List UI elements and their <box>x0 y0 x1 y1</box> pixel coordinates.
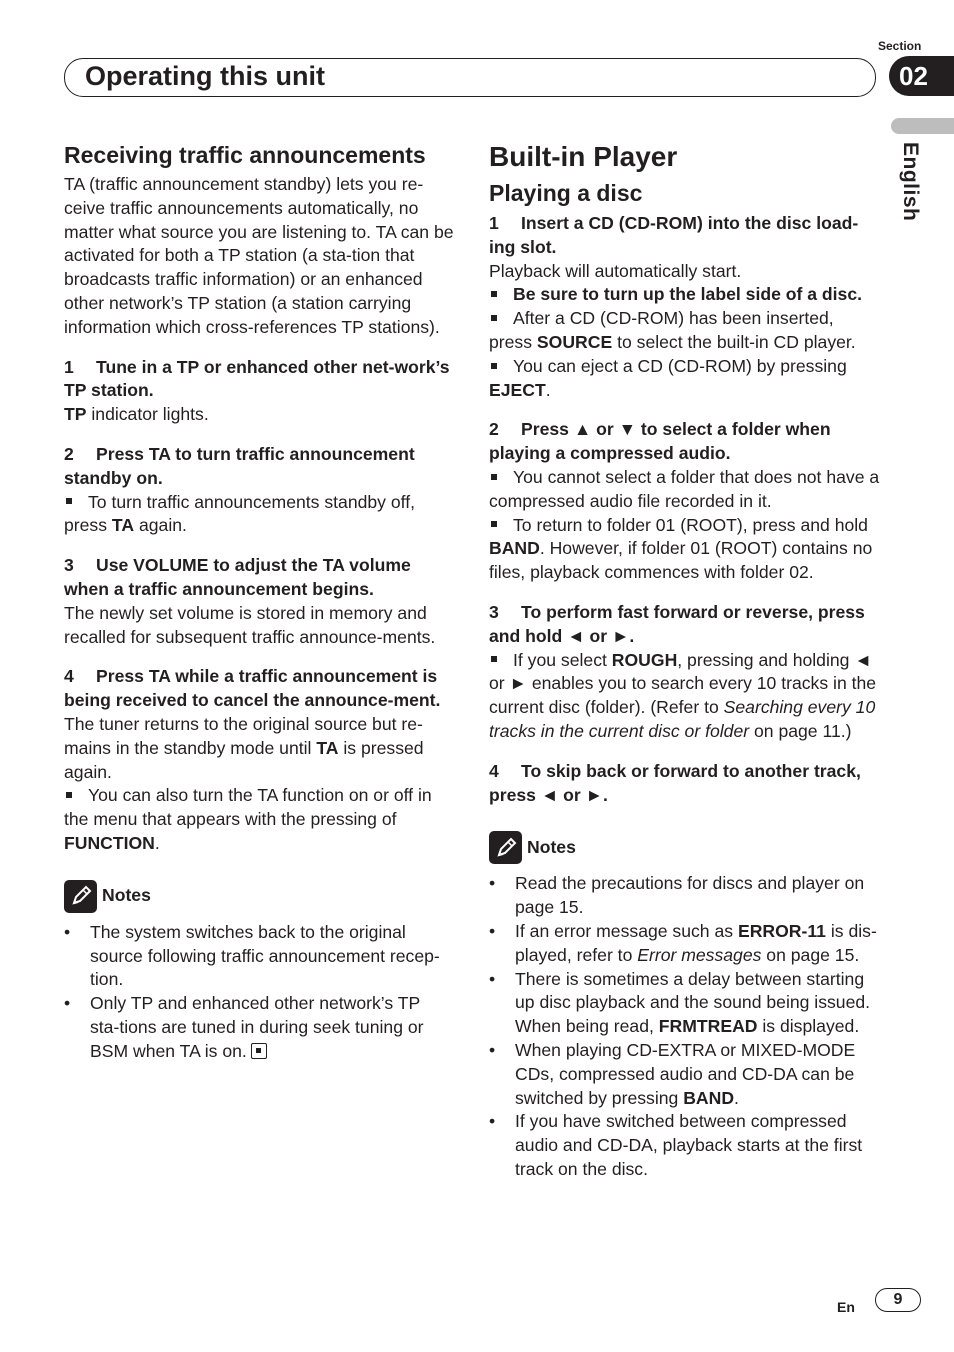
note: • If you have switched between compressed audio and CD-DA, playback starts at the first track on the disc. <box>489 1110 881 1181</box>
bullet-square-icon <box>491 521 497 527</box>
key-label: BAND <box>683 1087 735 1108</box>
key-label: ROUGH <box>611 649 678 670</box>
text: Be sure to turn up the label side of a disc. <box>513 284 863 305</box>
text: To return to folder 01 (ROOT), press and hold <box>513 514 868 535</box>
page-number: 9 <box>875 1288 921 1312</box>
step-4 <box>489 760 881 808</box>
step-3 <box>64 554 454 602</box>
note <box>489 1039 881 1110</box>
step-4-text <box>64 713 454 784</box>
note <box>489 920 881 968</box>
left-column <box>64 140 454 1064</box>
right-column <box>489 140 881 1182</box>
page-title: Operating this unit <box>85 61 325 91</box>
text: Only TP and enhanced other network’s TP sta-tions are tuned in during seek tuning or BSM when TA is on. <box>90 993 424 1061</box>
bullet-square-icon <box>491 291 497 297</box>
text: When playing CD-EXTRA or MIXED-MODE CDs, compressed audio and CD-DA can be switched by pressing <box>515 1039 856 1108</box>
note <box>64 992 454 1063</box>
step-1 <box>489 212 881 260</box>
section-label: Section <box>878 39 922 53</box>
bullet <box>489 649 881 744</box>
end-mark-icon <box>251 1043 267 1059</box>
tp-label: TP <box>64 404 87 425</box>
traffic-intro: TA (traffic announcement standby) lets you re-ceive traffic announcements automatically, no matter what source you are listening to. TA can be activated for both a TP station (a sta-tion that broadcasts traffic information) or an enhanced other network’s TP station (a station carrying information which cross-references TP stations). <box>64 174 454 337</box>
text: There is sometimes a delay between starting up disc playback and the sound being issued. When being read, <box>515 968 871 1037</box>
notes-header <box>489 831 881 864</box>
text: The tuner returns to the original source but re-mains in the standby mode until <box>64 713 423 758</box>
step-title: Press TA to turn traffic announcement standby on. <box>64 443 415 488</box>
bullet-square-icon <box>66 498 72 504</box>
footer-language-code: En <box>837 1299 855 1315</box>
step-2 <box>64 443 454 491</box>
step-number: 3 <box>489 601 499 622</box>
error-code: ERROR-11 <box>737 920 826 941</box>
section-number: 02 <box>889 56 954 96</box>
step-3 <box>489 601 881 649</box>
key-label: TA <box>316 737 339 758</box>
key-label: TA <box>111 515 135 536</box>
notes-title: Notes <box>102 885 151 906</box>
step-number: 4 <box>489 760 499 781</box>
text: . <box>545 379 551 400</box>
text: You can also turn the TA function on or off in the menu that appears with the pressing of <box>64 785 432 830</box>
step-title: To perform fast forward or reverse, press and hold ◄ or ►. <box>489 601 865 646</box>
bullet <box>489 283 881 307</box>
bullet-square-icon <box>491 656 497 662</box>
text: , pressing and holding ◄ or ► enables you to search every 10 tracks in the current disc (folder). (Refer to <box>489 649 877 718</box>
text: After a CD (CD-ROM) has been inserted, press <box>489 308 834 352</box>
text: To turn traffic announcements standby off, press <box>64 491 415 536</box>
notes-header <box>64 880 454 913</box>
text: You can eject a CD (CD-ROM) by pressing <box>513 355 847 376</box>
text: on page 11.) <box>749 720 852 741</box>
notes-title: Notes <box>527 836 576 857</box>
step-title: Tune in a TP or enhanced other net-work’s TP station. <box>64 356 450 401</box>
note: • Read the precautions for discs and player on page 15. <box>489 872 881 920</box>
bullet <box>64 784 454 855</box>
title-bar <box>64 58 876 97</box>
key-label: FUNCTION <box>64 832 155 853</box>
pencil-icon <box>489 831 522 864</box>
text: to select the built-in CD player. <box>612 331 856 352</box>
step-title: Press TA while a traffic announcement is being received to cancel the announce-ment. <box>64 666 441 711</box>
cross-reference: Error messages <box>637 944 762 965</box>
language-tab <box>891 118 954 134</box>
key-label: BAND <box>489 538 540 559</box>
step-number: 2 <box>489 419 499 440</box>
text: . However, if folder 01 (ROOT) contains no files, playback commences with folder 02. <box>489 538 873 583</box>
text: If an error message such as <box>515 920 738 941</box>
step-4 <box>64 665 454 713</box>
text: is displayed. <box>757 1016 860 1037</box>
step-3-text: The newly set volume is stored in memory and recalled for subsequent traffic announce-ments. <box>64 602 436 647</box>
key-label: SOURCE <box>536 331 613 352</box>
bullet <box>489 466 881 514</box>
step-title: Use VOLUME to adjust the TA volume when a traffic announcement begins. <box>64 555 411 599</box>
note: • The system switches back to the original source following traffic announcement recep-tion. <box>64 921 454 992</box>
text: . <box>154 832 160 853</box>
pencil-icon <box>64 880 97 913</box>
step-title: To skip back or forward to another track, press ◄ or ►. <box>489 760 861 805</box>
step-number: 1 <box>489 213 499 233</box>
text: You cannot select a folder that does not have a compressed audio file recorded in it. <box>489 466 880 511</box>
bullet <box>64 491 454 539</box>
step-number: 4 <box>64 666 74 687</box>
cross-reference: Searching every 10 tracks in the current disc or folder <box>489 697 876 741</box>
text: indicator lights. <box>86 404 209 425</box>
text: is dis-played, refer to <box>515 920 877 965</box>
text: . <box>734 1087 739 1108</box>
text: again. <box>134 515 187 536</box>
bullet-square-icon <box>491 315 497 321</box>
key-label: EJECT <box>489 379 546 400</box>
step-2 <box>489 418 881 466</box>
step-title: Press ▲ or ▼ to select a folder when playing a compressed audio. <box>489 419 831 464</box>
bullet-square-icon <box>66 792 72 798</box>
traffic-heading: Receiving traffic announcements <box>64 142 426 168</box>
text: is pressed again. <box>64 737 424 782</box>
bullet-square-icon <box>491 363 497 369</box>
step-number: 3 <box>64 555 74 576</box>
display-label: FRMTREAD <box>658 1016 758 1037</box>
builtin-player-heading: Built-in Player <box>489 141 678 172</box>
text: If you select <box>513 649 612 670</box>
bullet <box>489 307 881 355</box>
language-label: English <box>899 142 922 222</box>
step-number: 2 <box>64 443 74 464</box>
step-1 <box>64 356 454 404</box>
bullet <box>489 355 881 403</box>
step-1-text: Playback will automatically start. <box>489 260 742 281</box>
step-title: Insert a CD (CD-ROM) into the disc load-ing slot. <box>489 213 859 257</box>
bullet <box>489 514 881 585</box>
step-1-text <box>64 403 454 427</box>
note <box>489 968 881 1039</box>
step-number: 1 <box>64 356 74 377</box>
text: on page 15. <box>761 944 860 965</box>
bullet-square-icon <box>491 474 497 480</box>
playing-disc-heading: Playing a disc <box>489 180 643 206</box>
